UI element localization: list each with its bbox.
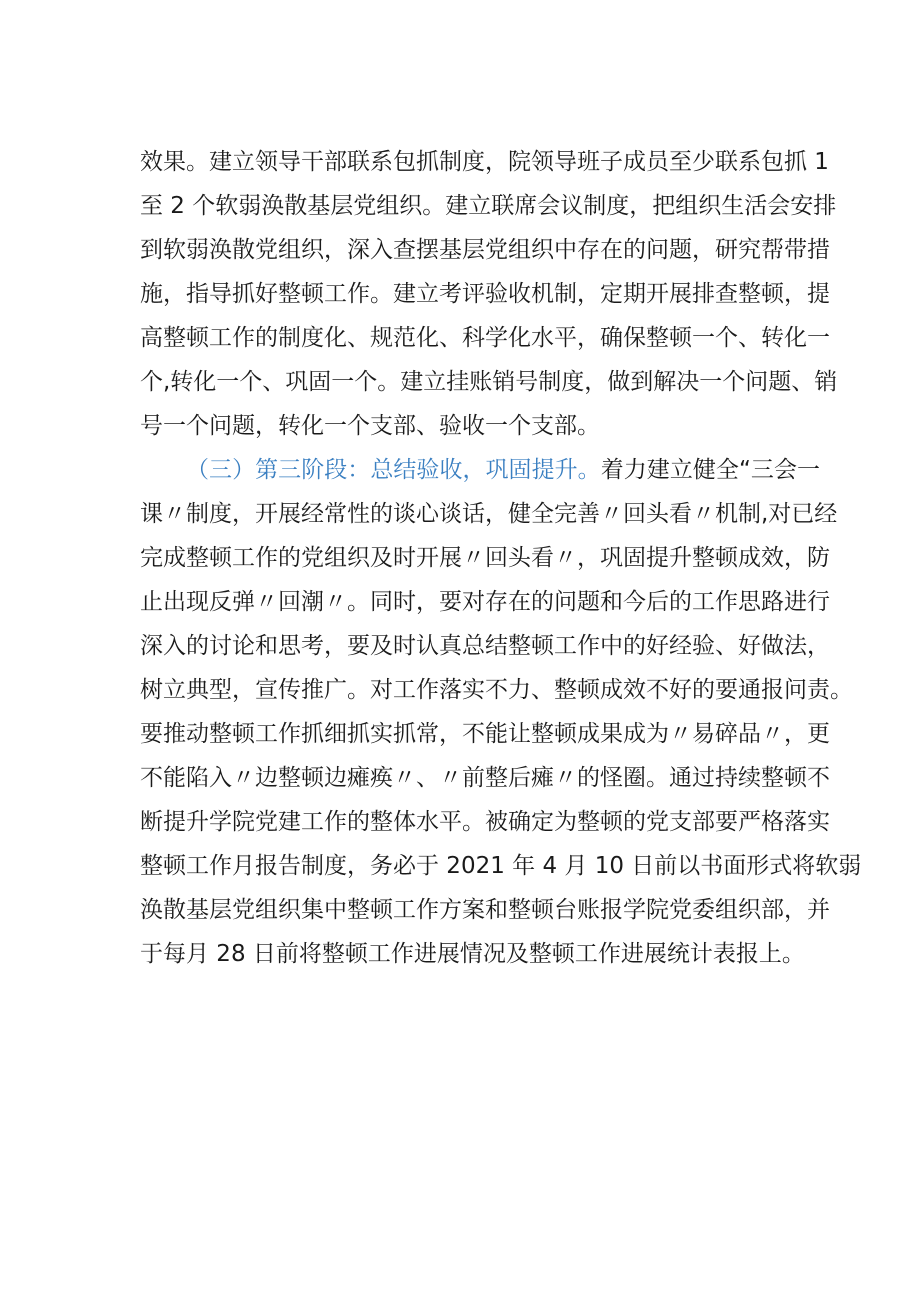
- paragraph-line: 到软弱涣散党组织，深入查摆基层党组织中存在的问题，研究帮带措: [140, 237, 830, 263]
- paragraph-line: 于每月 28 日前将整顿工作进展情况及整顿工作进展统计表报上。: [140, 941, 805, 967]
- paragraph-line: 课〃制度，开展经常性的谈心谈话，健全完善〃回头看〃机制,对已经: [140, 501, 838, 527]
- paragraph-line: 断提升学院党建工作的整体水平。被确定为整顿的党支部要严格落实: [140, 809, 830, 835]
- paragraph-line: 不能陷入〃边整顿边瘫痪〃、〃前整后瘫〃的怪圈。通过持续整顿不: [140, 765, 830, 791]
- section-3-first-line-text: 着力建立健全“三会一: [600, 457, 820, 483]
- paragraph-line: 完成整顿工作的党组织及时开展〃回头看〃，巩固提升整顿成效，防: [140, 545, 830, 571]
- paragraph-line: 高整顿工作的制度化、规范化、科学化水平，确保整顿一个、转化一: [140, 325, 830, 351]
- paragraph-line: 号一个问题，转化一个支部、验收一个支部。: [140, 413, 600, 439]
- paragraph-line: 要推动整顿工作抓细抓实抓常，不能让整顿成果成为〃易碎品〃，更: [140, 721, 830, 747]
- paragraph-line: 树立典型，宣传推广。对工作落实不力、整顿成效不好的要通报问责。: [140, 677, 853, 703]
- paragraph-line: 个,转化一个、巩固一个。建立挂账销号制度，做到解决一个问题、销: [140, 369, 838, 395]
- section-3-heading: （三）第三阶段：总结验收，巩固提升。: [186, 457, 601, 483]
- paragraph-line: 整顿工作月报告制度，务必于 2021 年 4 月 10 日前以书面形式将软弱: [140, 853, 862, 879]
- paragraph-line: 涣散基层党组织集中整顿工作方案和整顿台账报学院党委组织部，并: [140, 897, 830, 923]
- paragraph-line: 止出现反弹〃回潮〃。同时，要对存在的问题和今后的工作思路进行: [140, 589, 830, 615]
- paragraph-line: 施，指导抓好整顿工作。建立考评验收机制，定期开展排查整顿，提: [140, 281, 830, 307]
- paragraph-line: 深入的讨论和思考，要及时认真总结整顿工作中的好经验、好做法，: [140, 633, 830, 659]
- paragraph-line: 至 2 个软弱涣散基层党组织。建立联席会议制度，把组织生活会安排: [140, 193, 837, 219]
- section-3-first-line: [186, 451, 820, 489]
- paragraph-line: 效果。建立领导干部联系包抓制度，院领导班子成员至少联系包抓 1: [140, 149, 829, 175]
